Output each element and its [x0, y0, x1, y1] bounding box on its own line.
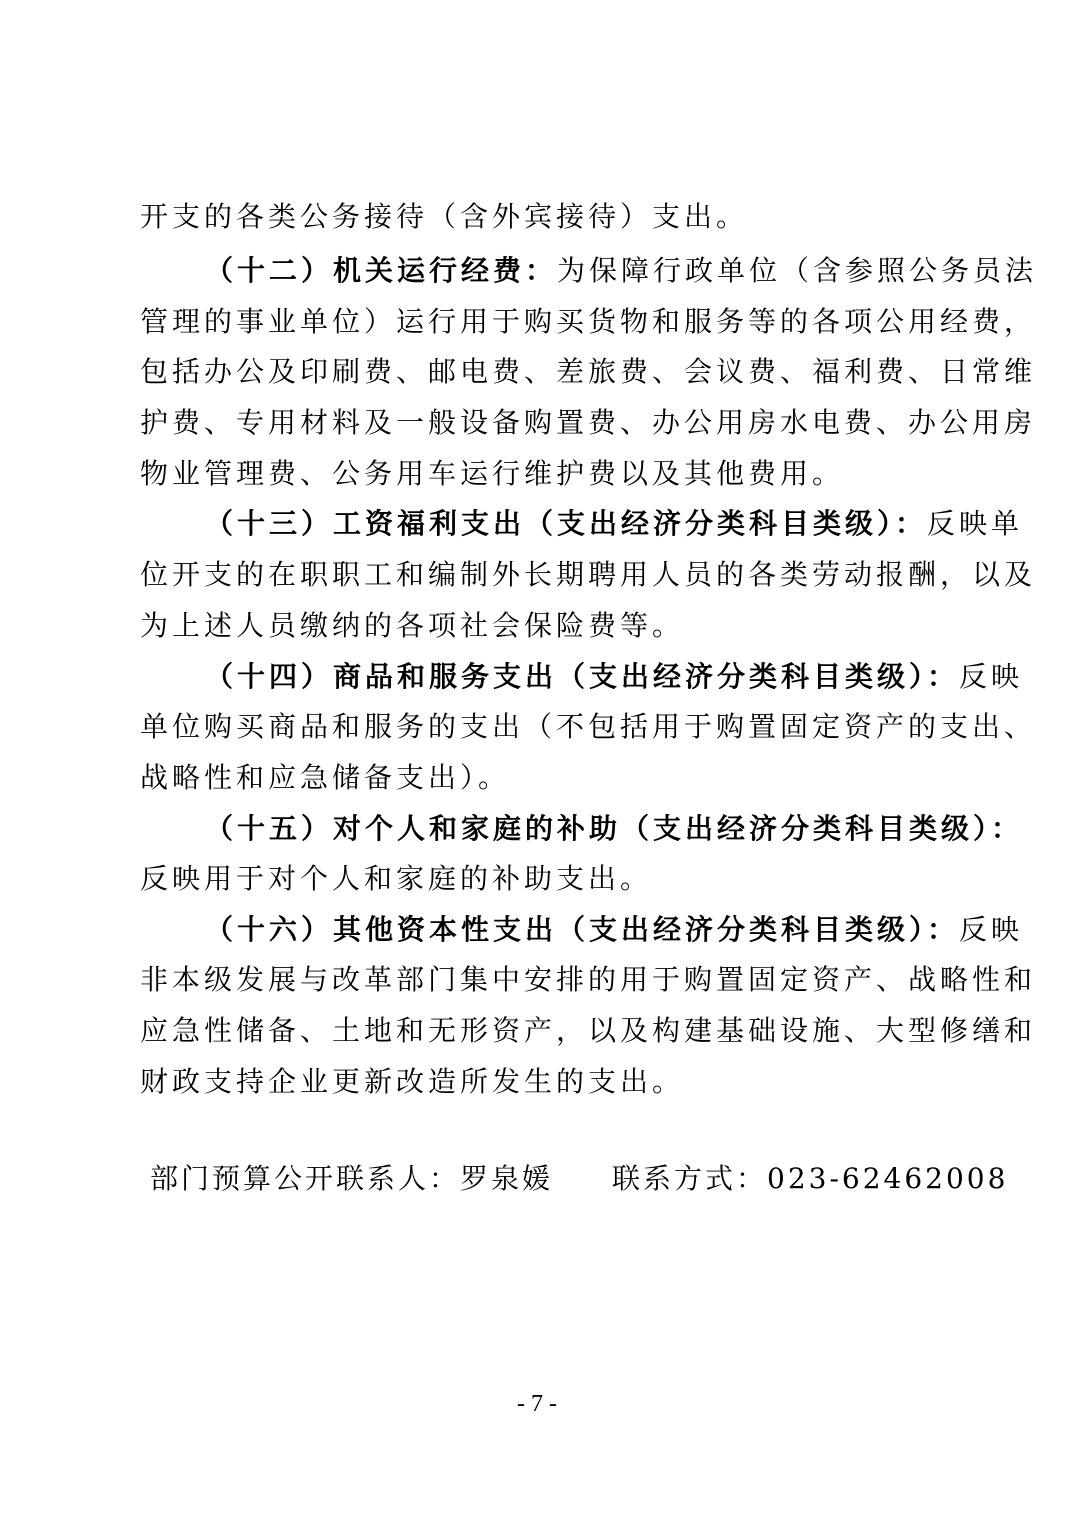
paragraph-text: 护费、专用材料及一般设备购置费、办公用房水电费、办公用房 [140, 406, 1037, 439]
paragraph-heading-line [205, 659, 1024, 695]
paragraph-text: 反映 [959, 660, 1024, 693]
paragraph-line [140, 861, 940, 897]
contact-person: 部门预算公开联系人：罗泉媛 [150, 1162, 554, 1195]
paragraph-text: 为上述人员缴纳的各项社会保险费等。 [140, 609, 685, 642]
paragraph-line [140, 1064, 940, 1100]
paragraph-text: 反映 [959, 913, 1024, 946]
paragraph-heading-line [205, 253, 1038, 289]
page-number: - 7 - [517, 1391, 557, 1417]
paragraph-heading-line [205, 811, 1024, 847]
section-heading: （十四）商品和服务支出（支出经济分类科目类级）： [205, 660, 960, 693]
section-heading: （十六）其他资本性支出（支出经济分类科目类级）： [205, 913, 960, 946]
paragraph-heading-line [205, 506, 1024, 542]
contact-phone: 联系方式：023-62462008 [612, 1162, 1009, 1195]
paragraph-line [140, 608, 940, 644]
paragraph-line [140, 1013, 1037, 1049]
paragraph-text: 反映单 [927, 507, 1024, 540]
paragraph-line [140, 304, 1037, 340]
paragraph-text: 应急性储备、土地和无形资产，以及构建基础设施、大型修缮和 [140, 1014, 1037, 1047]
paragraph-text: 非本级发展与改革部门集中安排的用于购置固定资产、战略性和 [140, 963, 1037, 996]
paragraph-line [140, 760, 940, 796]
paragraph-text: 管理的事业单位）运行用于购买货物和服务等的各项公用经费， [140, 305, 1037, 338]
paragraph-text: 战略性和应急储备支出）。 [140, 761, 511, 794]
paragraph-line [140, 962, 1037, 998]
section-heading: （十三）工资福利支出（支出经济分类科目类级）： [205, 507, 928, 540]
paragraph-heading-line [205, 912, 1024, 948]
section-heading: （十五）对个人和家庭的补助（支出经济分类科目类级）： [205, 812, 1024, 845]
paragraph-text: 开支的各类公务接待（含外宾接待）支出。 [140, 200, 749, 233]
section-heading: （十二）机关运行经费： [205, 254, 558, 287]
paragraph-text: 财政支持企业更新改造所发生的支出。 [140, 1065, 685, 1098]
paragraph-line [140, 199, 940, 235]
paragraph-text: 位开支的在职职工和编制外长期聘用人员的各类劳动报酬，以及 [140, 558, 1037, 591]
paragraph-line [140, 456, 940, 492]
paragraph-line [140, 354, 1037, 390]
paragraph-line [140, 557, 1037, 593]
paragraph-line [140, 405, 1037, 441]
paragraph-line [140, 709, 1037, 745]
paragraph-text: 包括办公及印刷费、邮电费、差旅费、会议费、福利费、日常维 [140, 355, 1037, 388]
paragraph-text: 单位购买商品和服务的支出（不包括用于购置固定资产的支出、 [140, 710, 1037, 743]
paragraph-text: 反映用于对个人和家庭的补助支出。 [140, 862, 653, 895]
paragraph-text: 物业管理费、公务用车运行维护费以及其他费用。 [140, 457, 845, 490]
paragraph-text: 为保障行政单位（含参照公务员法 [557, 254, 1038, 287]
